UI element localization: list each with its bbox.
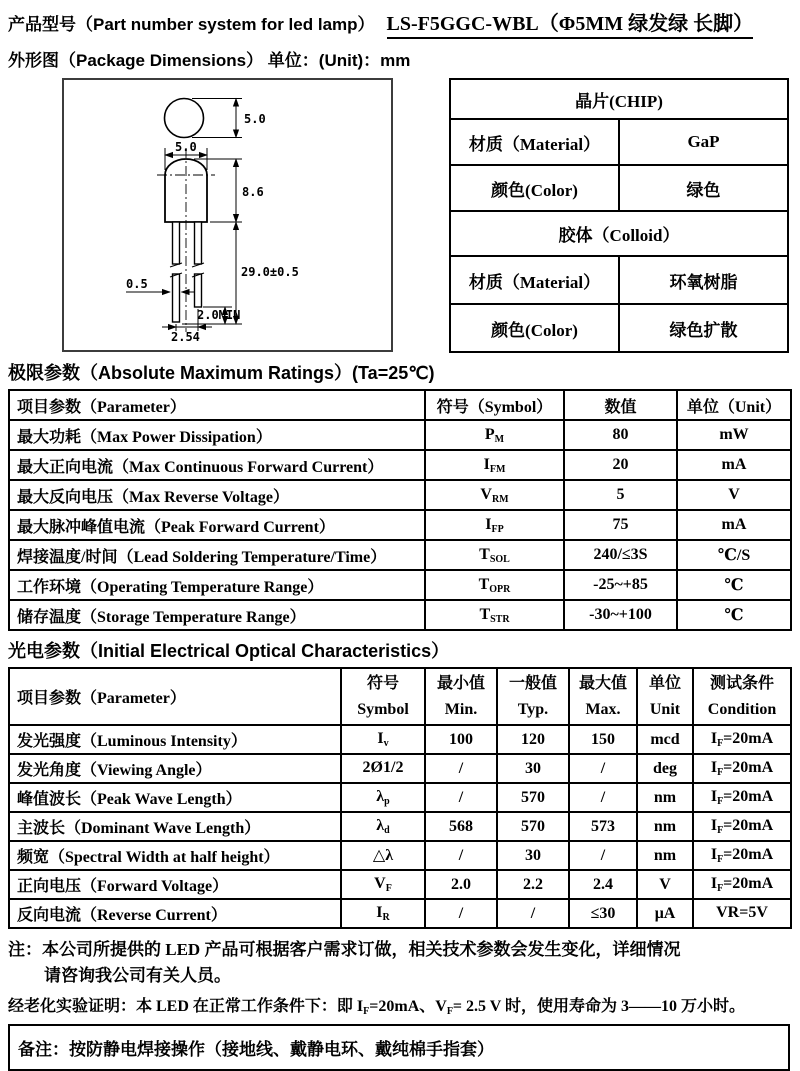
table-row	[450, 79, 788, 119]
note-line-2: 请咨询我公司有关人员。	[44, 966, 231, 986]
min-cell: /	[425, 899, 497, 928]
table-header-row	[9, 390, 791, 420]
table-row	[9, 540, 791, 570]
col-condition: 测试条件 Condition	[693, 668, 791, 725]
product-label: 产品型号（Part number system for led lamp）	[8, 15, 375, 34]
value-cell: 5	[564, 480, 677, 510]
symbol-cell: $T_{OPR}$	[425, 570, 564, 600]
chip-color-label: 颜色(Color)	[450, 165, 619, 211]
col-symbol: 符号 Symbol	[341, 668, 425, 725]
value-cell: 80	[564, 420, 677, 450]
min-cell: 568	[425, 812, 497, 841]
condition-cell: $I_F=20mA$	[693, 754, 791, 783]
table-row	[9, 812, 791, 841]
col-unit: 单位（Unit）	[677, 390, 791, 420]
table-row	[9, 510, 791, 540]
dimension-body-width: 5.0	[175, 140, 197, 154]
table-row	[9, 420, 791, 450]
condition-cell: $I_F=20mA$	[693, 725, 791, 754]
parameter-cell: 最大功耗（Max Power Dissipation）	[9, 420, 425, 450]
parameter-cell: 储存温度（Storage Temperature Range）	[9, 600, 425, 630]
typ-cell: 30	[497, 841, 569, 870]
ratings-section-title: 极限参数（Absolute Maximum Ratings）(Ta=25℃)	[8, 363, 435, 383]
parameter-cell: 发光强度（Luminous Intensity）	[9, 725, 341, 754]
unit-cell: nm	[637, 812, 693, 841]
table-row	[9, 725, 791, 754]
colloid-material-label: 材质（Material）	[450, 256, 619, 304]
remark-text: 备注：按防静电焊接操作（接地线、戴静电环、戴纯棉手指套）	[18, 1039, 494, 1059]
dimension-standoff-min: 2.0MIN	[197, 308, 241, 322]
value-cell: 20	[564, 450, 677, 480]
max-cell: 2.4	[569, 870, 637, 899]
symbol-cell: $V_{RM}$	[425, 480, 564, 510]
header-row	[8, 7, 792, 39]
table-row	[450, 165, 788, 211]
unit-cell: deg	[637, 754, 693, 783]
unit-cell: ℃	[677, 600, 791, 630]
table-row	[9, 600, 791, 630]
table-row	[9, 783, 791, 812]
table-row	[450, 211, 788, 256]
parameter-cell: 最大正向电流（Max Continuous Forward Current）	[9, 450, 425, 480]
condition-cell: VR=5V	[693, 899, 791, 928]
typ-cell: 570	[497, 783, 569, 812]
led-top-view	[165, 99, 204, 138]
parameter-cell: 最大脉冲峰值电流（Peak Forward Current）	[9, 510, 425, 540]
colloid-material-value: 环氧树脂	[619, 256, 788, 304]
min-cell: 100	[425, 725, 497, 754]
symbol-cell: $V_F$	[341, 870, 425, 899]
min-cell: /	[425, 841, 497, 870]
col-parameter: 项目参数（Parameter）	[9, 668, 341, 725]
optical-section-title: 光电参数（Initial Electrical Optical Characteristics）	[8, 641, 450, 661]
dimension-lead-width: 0.5	[126, 277, 148, 291]
chip-material-table	[449, 78, 789, 353]
dimension-body-height: 8.6	[242, 185, 264, 199]
symbol-cell: $I_{FP}$	[425, 510, 564, 540]
symbol-cell: $T_{STR}$	[425, 600, 564, 630]
table-row	[9, 450, 791, 480]
symbol-cell: $P_M$	[425, 420, 564, 450]
max-cell: /	[569, 754, 637, 783]
table-row	[9, 899, 791, 928]
absolute-maximum-ratings-table	[8, 389, 792, 631]
table-row	[9, 570, 791, 600]
table-header-row	[9, 668, 791, 725]
package-dimensions-label: 外形图（Package Dimensions） 单位：(Unit)：mm	[8, 51, 411, 70]
table-row	[9, 841, 791, 870]
antistatic-remark-box	[8, 1024, 790, 1071]
value-cell: 240/≤3S	[564, 540, 677, 570]
value-cell: -30~+100	[564, 600, 677, 630]
symbol-cell: $\lambda_d$	[341, 812, 425, 841]
typ-cell: 120	[497, 725, 569, 754]
typ-cell: 30	[497, 754, 569, 783]
table-row	[450, 256, 788, 304]
table-row	[9, 480, 791, 510]
typ-cell: /	[497, 899, 569, 928]
unit-cell: mW	[677, 420, 791, 450]
chip-section-header: 晶片(CHIP)	[450, 79, 788, 119]
col-min: 最小值 Min.	[425, 668, 497, 725]
unit-cell: nm	[637, 783, 693, 812]
note-line-1: 注：本公司所提供的 LED 产品可根据客户需求订做，相关技术参数会发生变化，详细情况	[8, 940, 681, 959]
unit-cell: V	[677, 480, 791, 510]
col-symbol: 符号（Symbol）	[425, 390, 564, 420]
symbol-cell: $\lambda_p$	[341, 783, 425, 812]
max-cell: /	[569, 841, 637, 870]
min-cell: /	[425, 754, 497, 783]
colloid-section-header: 胶体（Colloid）	[450, 211, 788, 256]
condition-cell: $I_F=20mA$	[693, 812, 791, 841]
max-cell: ≤30	[569, 899, 637, 928]
chip-material-label: 材质（Material）	[450, 119, 619, 165]
unit-cell: mA	[677, 450, 791, 480]
condition-cell: $I_F=20mA$	[693, 841, 791, 870]
max-cell: 150	[569, 725, 637, 754]
table-row	[9, 870, 791, 899]
unit-cell: mcd	[637, 725, 693, 754]
chip-material-value: GaP	[619, 119, 788, 165]
unit-cell: nm	[637, 841, 693, 870]
dimension-lead-length: 29.0±0.5	[241, 265, 299, 279]
led-outline-drawing	[64, 80, 391, 350]
dimension-top-diameter: 5.0	[244, 112, 266, 126]
condition-cell: $I_F=20mA$	[693, 783, 791, 812]
figure-row	[8, 78, 792, 353]
unit-cell: ℃	[677, 570, 791, 600]
parameter-cell: 最大反向电压（Max Reverse Voltage）	[9, 480, 425, 510]
condition-cell: $I_F=20mA$	[693, 870, 791, 899]
package-dimensions-drawing	[62, 78, 393, 352]
symbol-cell: △λ	[341, 841, 425, 870]
max-cell: /	[569, 783, 637, 812]
led-leads	[173, 222, 202, 322]
typ-cell: 2.2	[497, 870, 569, 899]
chip-color-value: 绿色	[619, 165, 788, 211]
unit-cell: μA	[637, 899, 693, 928]
part-number: LS-F5GGC-WBL（Φ5MM 绿发绿 长脚）	[387, 7, 754, 39]
symbol-cell: $I_{FM}$	[425, 450, 564, 480]
colloid-color-value: 绿色扩散	[619, 304, 788, 352]
symbol-cell: $T_{SOL}$	[425, 540, 564, 570]
col-unit: 单位 Unit	[637, 668, 693, 725]
min-cell: 2.0	[425, 870, 497, 899]
symbol-cell: 2Ø1/2	[341, 754, 425, 783]
customization-note	[8, 937, 792, 990]
min-cell: /	[425, 783, 497, 812]
parameter-cell: 发光角度（Viewing Angle）	[9, 754, 341, 783]
parameter-cell: 工作环境（Operating Temperature Range）	[9, 570, 425, 600]
dimension-lead-pitch: 2.54	[171, 330, 200, 344]
parameter-cell: 主波长（Dominant Wave Length）	[9, 812, 341, 841]
unit-cell: V	[637, 870, 693, 899]
aging-test-note: 经老化实验证明：本 LED 在正常工作条件下：即 $I_F=20mA$、$V_F= 2.5$ V 时，使用寿命为 3——10 万小时。	[8, 997, 746, 1017]
unit-cell: mA	[677, 510, 791, 540]
table-row	[450, 304, 788, 352]
value-cell: -25~+85	[564, 570, 677, 600]
parameter-cell: 峰值波长（Peak Wave Length）	[9, 783, 341, 812]
max-cell: 573	[569, 812, 637, 841]
parameter-cell: 频宽（Spectral Width at half height）	[9, 841, 341, 870]
parameter-cell: 反向电流（Reverse Current）	[9, 899, 341, 928]
col-value: 数值	[564, 390, 677, 420]
colloid-color-label: 颜色(Color)	[450, 304, 619, 352]
unit-cell: ℃/S	[677, 540, 791, 570]
table-row	[450, 119, 788, 165]
col-typ: 一般值 Typ.	[497, 668, 569, 725]
symbol-cell: $I_R$	[341, 899, 425, 928]
parameter-cell: 正向电压（Forward Voltage）	[9, 870, 341, 899]
symbol-cell: $I_v$	[341, 725, 425, 754]
typ-cell: 570	[497, 812, 569, 841]
parameter-cell: 焊接温度/时间（Lead Soldering Temperature/Time）	[9, 540, 425, 570]
table-row	[9, 754, 791, 783]
value-cell: 75	[564, 510, 677, 540]
col-max: 最大值 Max.	[569, 668, 637, 725]
col-parameter: 项目参数（Parameter）	[9, 390, 425, 420]
optical-characteristics-table	[8, 667, 792, 929]
